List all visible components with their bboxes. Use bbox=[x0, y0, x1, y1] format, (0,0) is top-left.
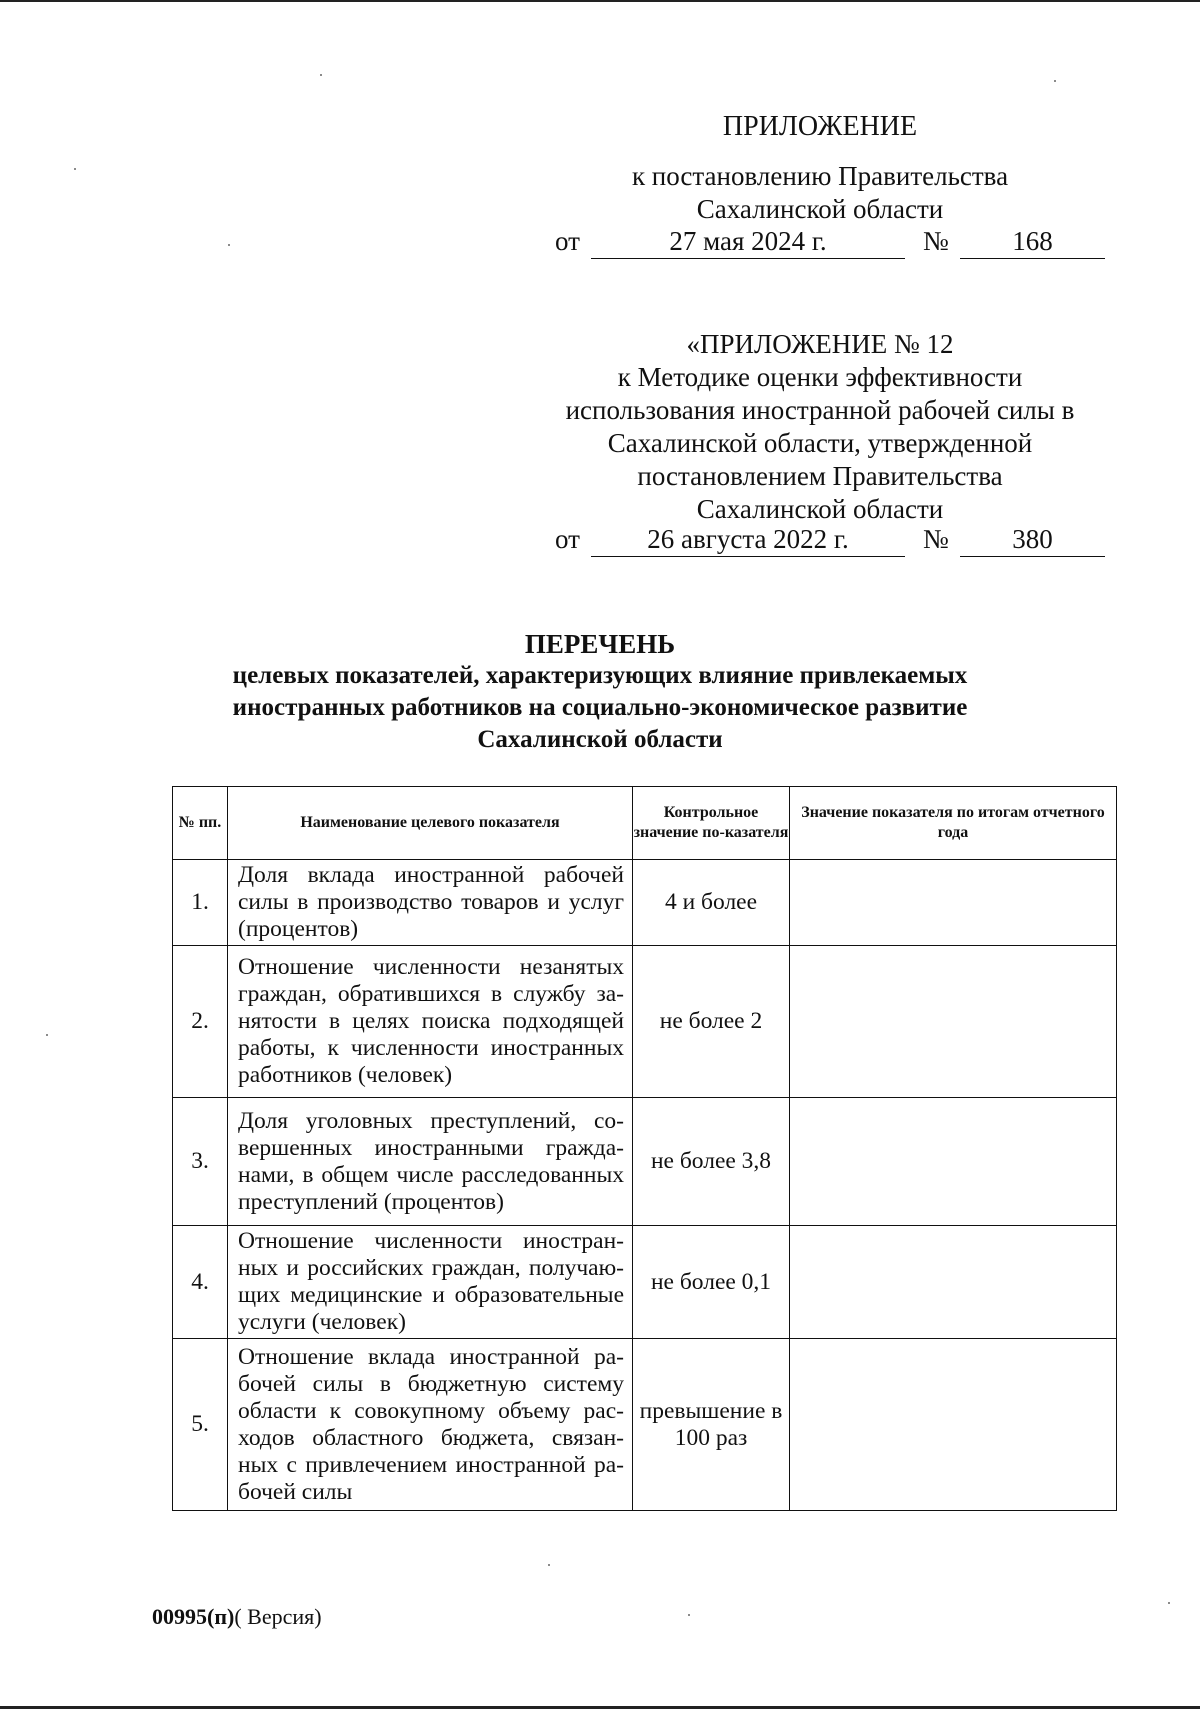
document-title-line-3: Сахалинской области bbox=[477, 726, 723, 753]
scan-edge-top bbox=[0, 0, 1200, 2]
indicator-name: Отношение вклада иностранной ра-бочей силы в бюджетную систему области к совокупному объему рас-ходов областного бюджета, связан-ных с привлечением иностранной ра-бочей силы bbox=[228, 1339, 633, 1511]
appendix-header bbox=[540, 110, 1100, 143]
appendix-resolution-block bbox=[540, 160, 1100, 226]
scan-speck bbox=[548, 1564, 550, 1566]
row-number: 2. bbox=[173, 946, 228, 1098]
control-value: не более 3,8 bbox=[633, 1098, 790, 1226]
result-value bbox=[790, 1339, 1117, 1511]
appendix-line-1: к постановлению Правительства bbox=[631, 161, 1009, 191]
indicator-name: Отношение численности иностран-ных и российских граждан, получаю-щих медицинские и образовательные услуги (человек) bbox=[228, 1226, 633, 1339]
appendix-line-2: Сахалинской области bbox=[696, 194, 944, 224]
appendix12-block bbox=[540, 328, 1100, 526]
control-value: превышение в 100 раз bbox=[633, 1339, 790, 1511]
table-row bbox=[173, 1098, 1117, 1226]
appendix12-title: «ПРИЛОЖЕНИЕ № 12 bbox=[686, 329, 954, 359]
indicators-table bbox=[172, 786, 1117, 1511]
document-title-line-1: целевых показателей, характеризующих влияние привлекаемых bbox=[232, 662, 968, 689]
appendix12-line-5: Сахалинской области bbox=[696, 494, 944, 524]
appendix12-line-3: Сахалинской области, утвержденной bbox=[607, 428, 1033, 458]
table-row bbox=[173, 1226, 1117, 1339]
control-value: 4 и более bbox=[633, 860, 790, 946]
table-header-row bbox=[173, 787, 1117, 860]
column-header-number: № пп. bbox=[173, 787, 228, 860]
indicator-name: Отношение численности незанятых граждан, обратившихся в службу за-нятости в целях поиска подходящей работы, к численности иностранных работников (человек) bbox=[228, 946, 633, 1098]
control-value: не более 0,1 bbox=[633, 1226, 790, 1339]
row-number: 3. bbox=[173, 1098, 228, 1226]
row-number: 1. bbox=[173, 860, 228, 946]
column-header-control: Контрольное значение по-казателя bbox=[633, 787, 790, 860]
table-row bbox=[173, 860, 1117, 946]
document-title bbox=[150, 628, 1050, 756]
appendix12-line-2: использования иностранной рабочей силы в bbox=[565, 395, 1075, 425]
scan-speck bbox=[1168, 1602, 1170, 1604]
column-header-name: Наименование целевого показателя bbox=[228, 787, 633, 860]
control-value: не более 2 bbox=[633, 946, 790, 1098]
methodology-number: 380 bbox=[960, 524, 1105, 557]
methodology-date: 26 августа 2022 г. bbox=[591, 524, 905, 557]
document-heading: ПЕРЕЧЕНЬ bbox=[524, 629, 676, 659]
scan-speck bbox=[1054, 80, 1056, 82]
appendix-title: ПРИЛОЖЕНИЕ bbox=[722, 111, 918, 142]
scan-speck bbox=[228, 244, 230, 246]
indicator-name: Доля вклада иностранной рабочей силы в производство товаров и услуг (процентов) bbox=[228, 860, 633, 946]
appendix12-line-1: к Методике оценки эффективности bbox=[617, 362, 1023, 392]
document-code bbox=[152, 1604, 322, 1630]
table-row bbox=[173, 1339, 1117, 1511]
result-value bbox=[790, 860, 1117, 946]
scan-speck bbox=[46, 1034, 48, 1036]
resolution-number: 168 bbox=[960, 226, 1105, 259]
number-sign: № bbox=[923, 524, 949, 554]
document-code-number: 00995(п) bbox=[152, 1604, 235, 1629]
result-value bbox=[790, 946, 1117, 1098]
methodology-date-line bbox=[555, 524, 1105, 560]
scan-speck bbox=[320, 74, 322, 76]
number-sign: № bbox=[923, 226, 949, 256]
result-value bbox=[790, 1226, 1117, 1339]
scan-speck bbox=[688, 1614, 690, 1616]
result-value bbox=[790, 1098, 1117, 1226]
scan-speck bbox=[74, 168, 76, 170]
appendix12-line-4: постановлением Правительства bbox=[637, 461, 1003, 491]
row-number: 5. bbox=[173, 1339, 228, 1511]
resolution-date: 27 мая 2024 г. bbox=[591, 226, 905, 259]
document-title-line-2: иностранных работников на социально-экономическое развитие bbox=[232, 694, 968, 721]
row-number: 4. bbox=[173, 1226, 228, 1339]
resolution-date-line bbox=[555, 226, 1105, 262]
ot-label: от bbox=[555, 524, 580, 554]
scan-edge-bottom bbox=[0, 1706, 1200, 1709]
document-version: ( Версия) bbox=[234, 1604, 322, 1629]
ot-label: от bbox=[555, 226, 580, 256]
column-header-result: Значение показателя по итогам отчетного года bbox=[790, 787, 1117, 860]
table-row bbox=[173, 946, 1117, 1098]
indicator-name: Доля уголовных преступлений, со-вершенных иностранными гражда-нами, в общем числе расследованных преступлений (процентов) bbox=[228, 1098, 633, 1226]
